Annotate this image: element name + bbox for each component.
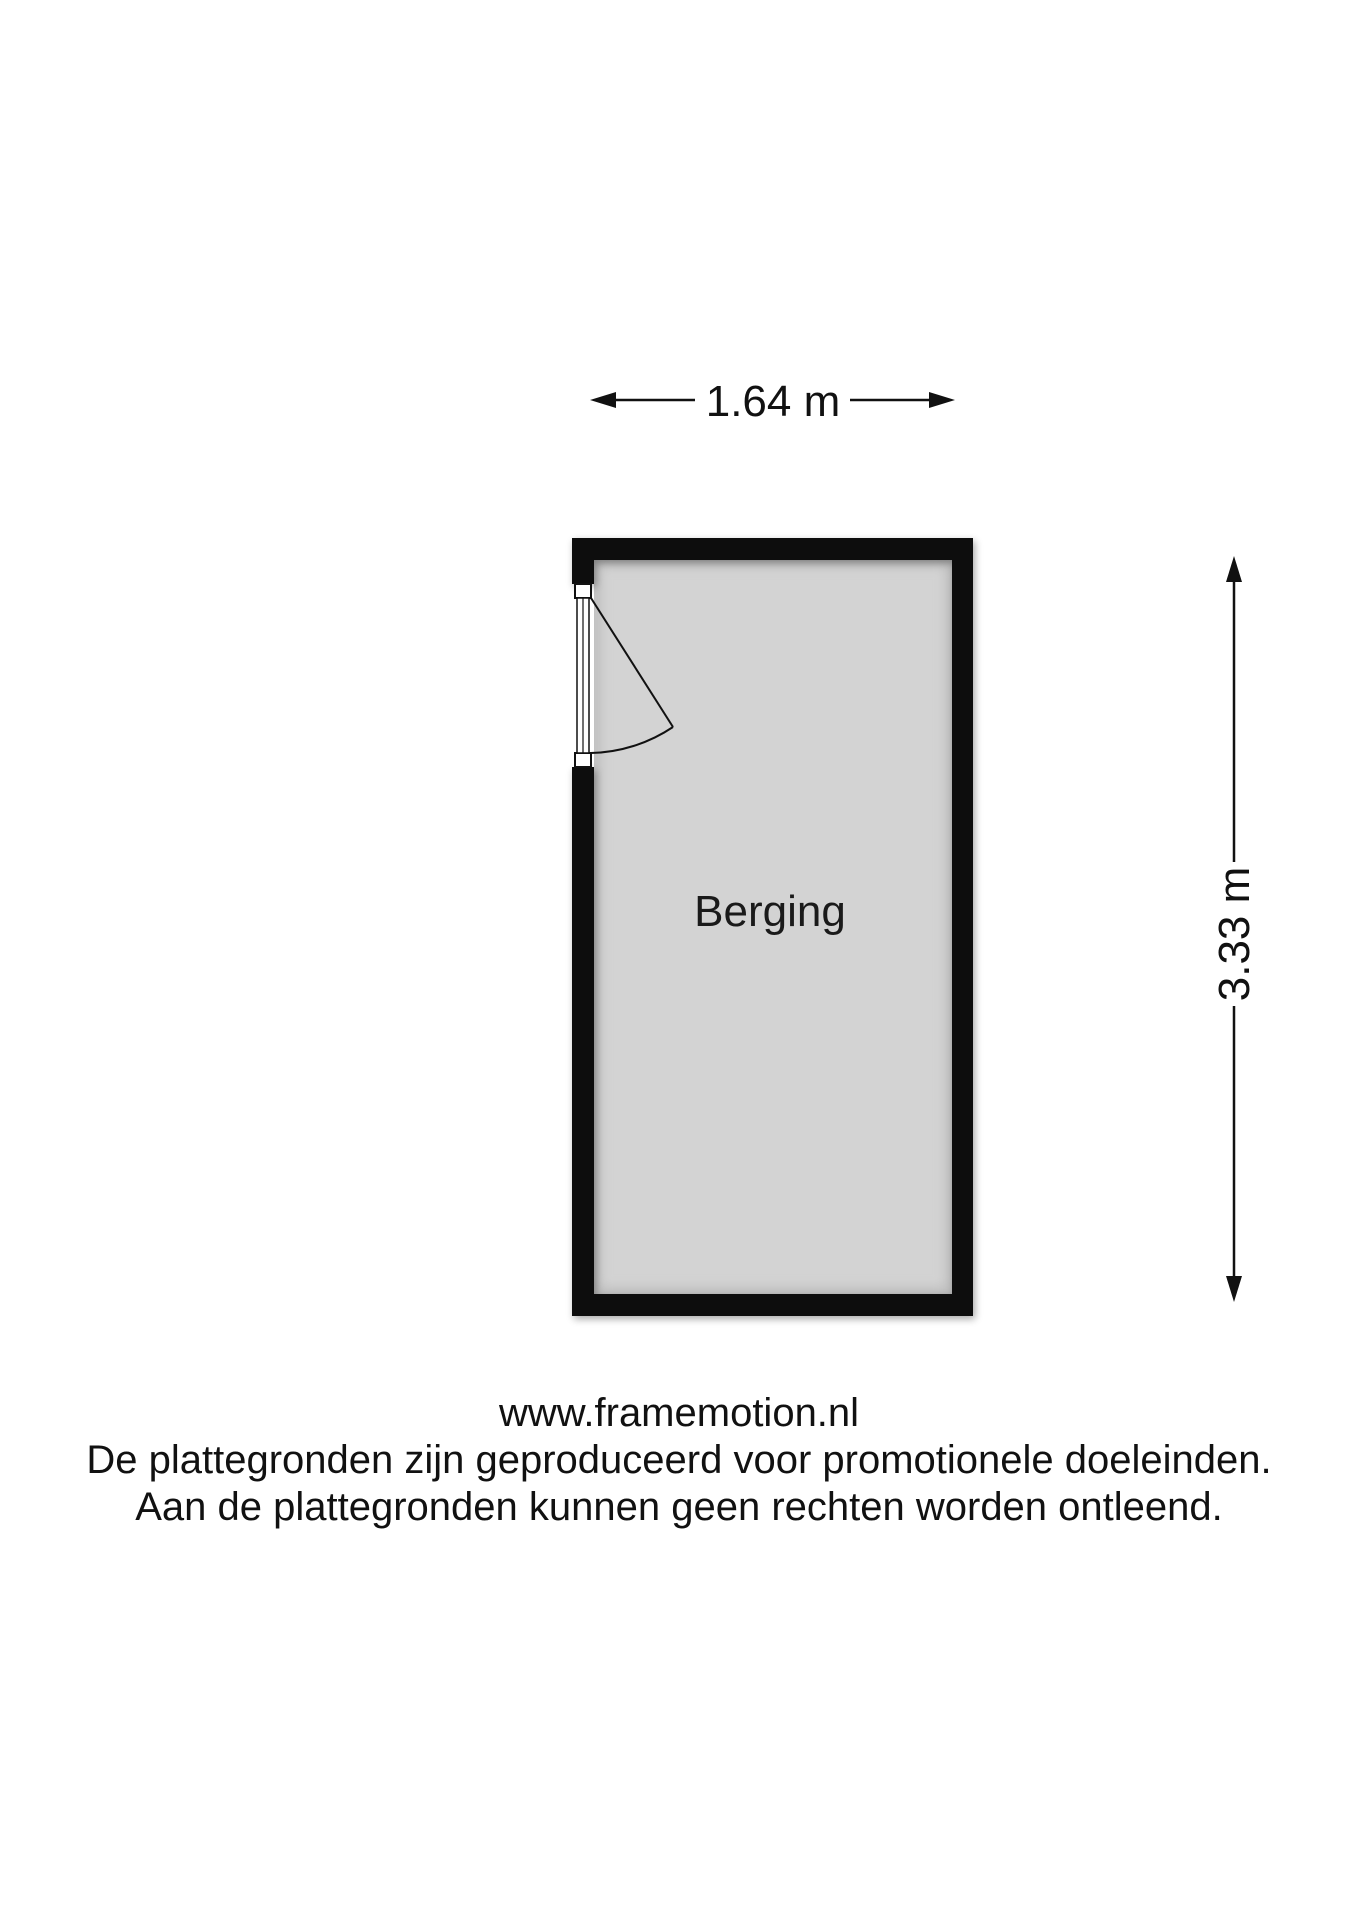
room-label: Berging	[694, 887, 846, 936]
footer-website: www.framemotion.nl	[498, 1391, 860, 1435]
height-dimension-arrow-bottom	[1226, 1276, 1242, 1302]
wall-left-lower	[572, 767, 594, 1316]
width-dimension	[590, 377, 955, 426]
width-dimension-arrow-left	[590, 392, 616, 408]
door-frame-bottom	[575, 753, 591, 767]
door-frame-top	[575, 584, 591, 598]
height-dimension-label: 3.33 m	[1210, 866, 1259, 1002]
height-dimension-arrow-top	[1226, 556, 1242, 582]
wall-left-upper	[572, 538, 594, 584]
height-dimension	[1210, 556, 1259, 1302]
width-dimension-arrow-right	[929, 392, 955, 408]
footer-disclaimer-line2: Aan de plattegronden kunnen geen rechten worden ontleend.	[135, 1485, 1223, 1529]
footer-disclaimer-line1: De plattegronden zijn geproduceerd voor promotionele doeleinden.	[86, 1438, 1272, 1482]
wall-bottom	[572, 1294, 973, 1316]
width-dimension-label: 1.64 m	[705, 377, 841, 426]
wall-top	[572, 538, 973, 560]
wall-right	[952, 538, 973, 1316]
footer	[0, 1390, 1358, 1531]
